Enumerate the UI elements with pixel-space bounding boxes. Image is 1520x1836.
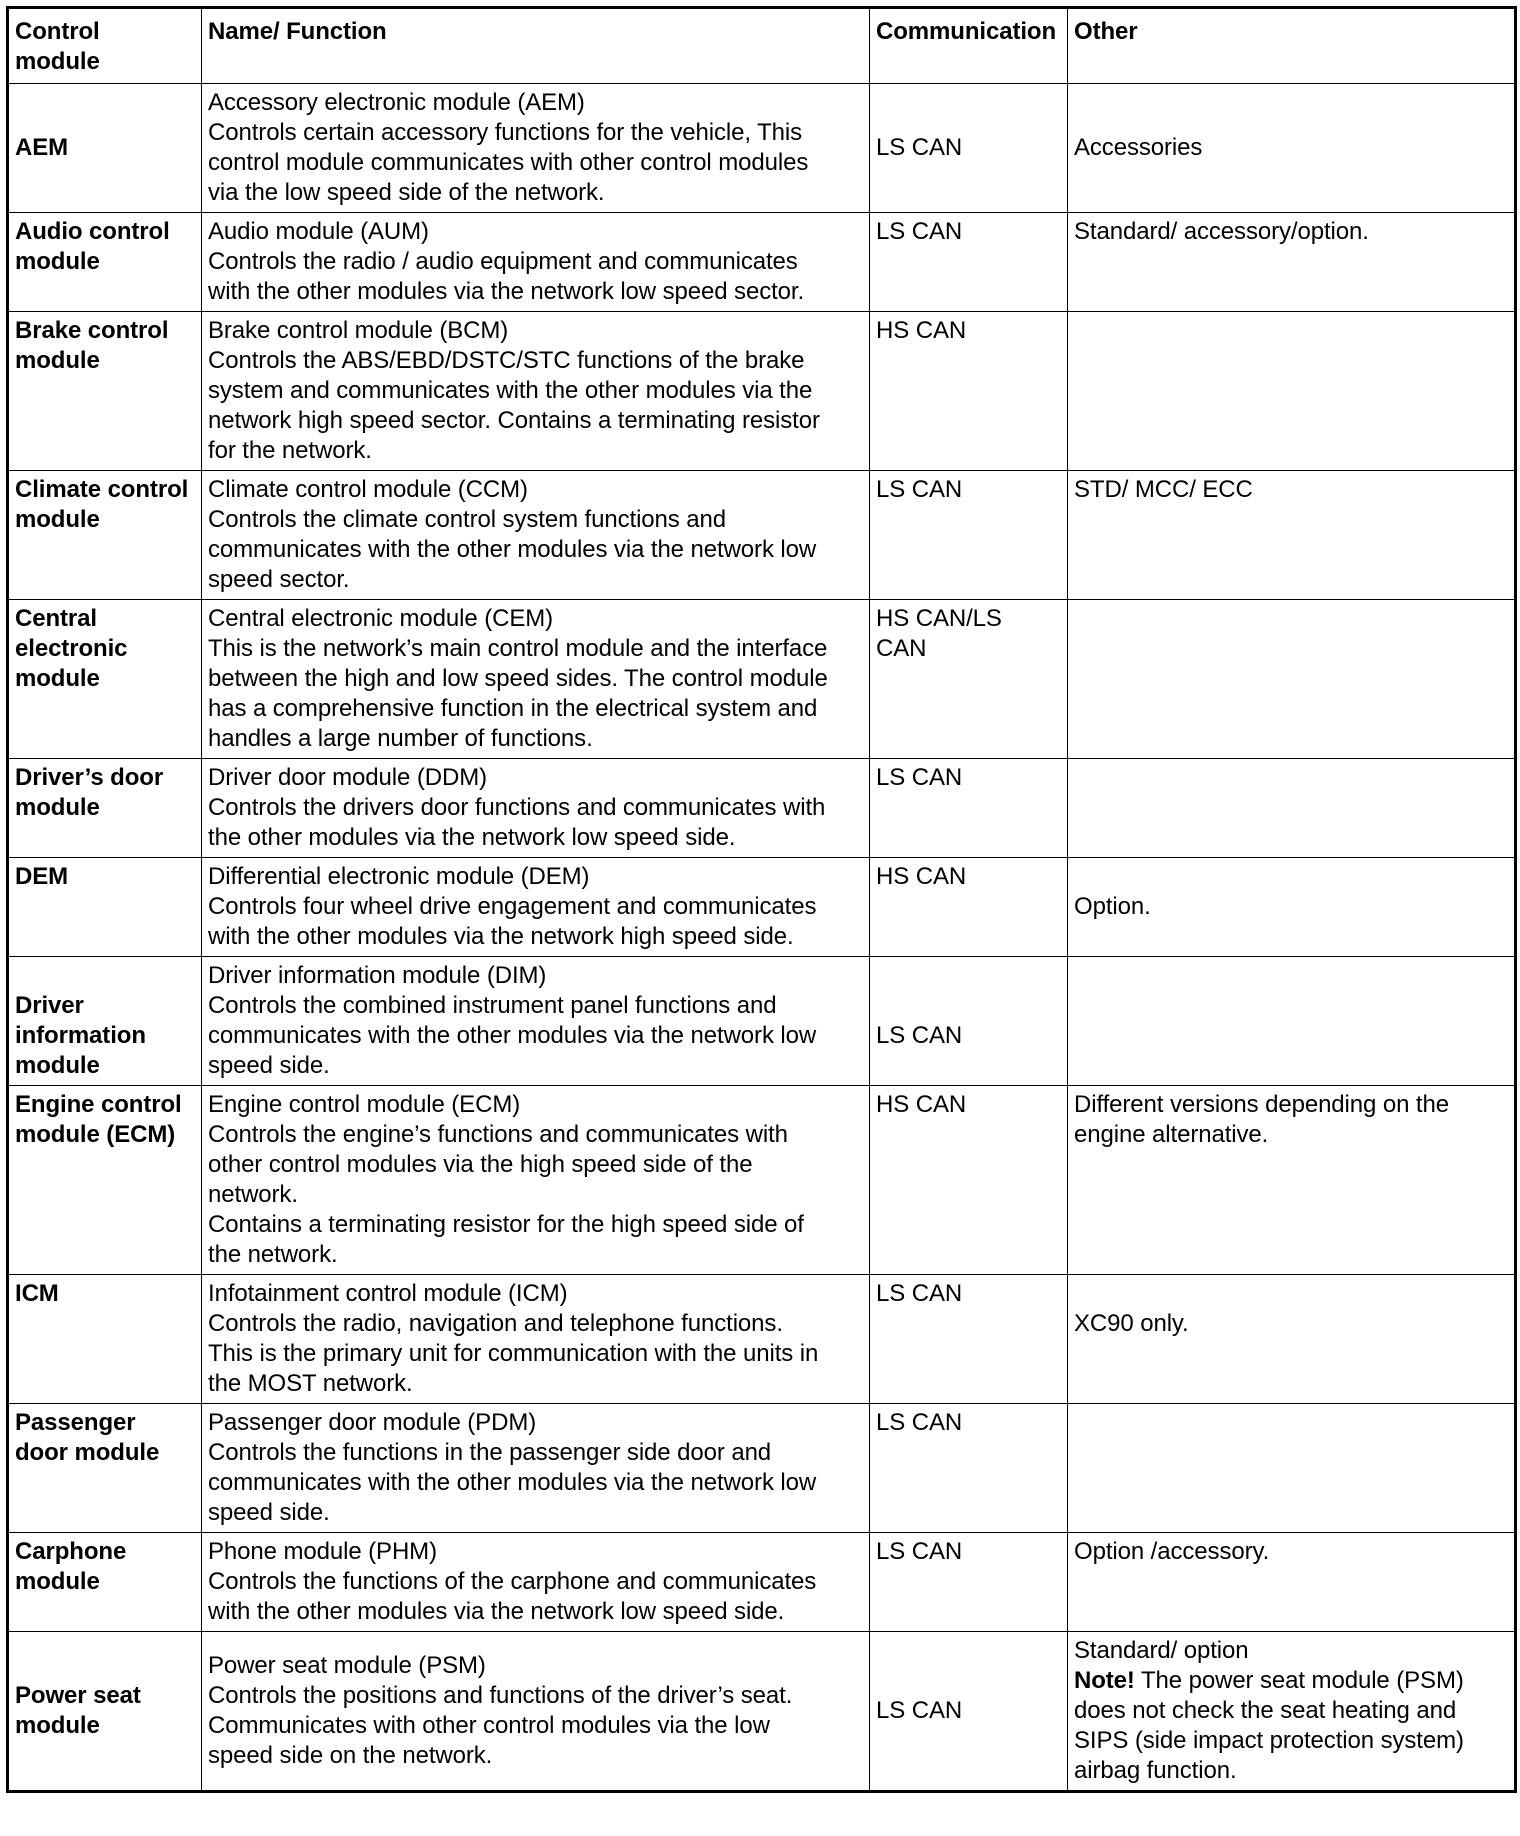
- other-cell: Standard/ option Note! The power seat module (PSM) does not check the seat heating and SIPS (side impact protection system) airbag function.: [1068, 1632, 1516, 1792]
- communication-cell: LS CAN: [870, 84, 1068, 213]
- communication-cell: LS CAN: [870, 957, 1068, 1086]
- communication-cell: LS CAN: [870, 1404, 1068, 1533]
- module-cell: Climate control module: [8, 471, 202, 600]
- note-label: Note!: [1074, 1667, 1135, 1694]
- note: Note! The power seat module (PSM): [1074, 1667, 1464, 1694]
- module-cell: Audio control module: [8, 213, 202, 312]
- module-cell: DEM: [8, 858, 202, 957]
- communication-cell: LS CAN: [870, 1632, 1068, 1792]
- module-cell: Driver information module: [8, 957, 202, 1086]
- other-cell: [1068, 600, 1516, 759]
- function-cell: Infotainment control module (ICM) Controls the radio, navigation and telephone functions. This is the primary unit for communication with the units in the MOST network.: [202, 1275, 870, 1404]
- module-cell: Engine control module (ECM): [8, 1086, 202, 1275]
- communication-cell: HS CAN: [870, 312, 1068, 471]
- header-communication: Communication: [870, 8, 1068, 84]
- table-row: [8, 213, 1516, 312]
- function-cell: Accessory electronic module (AEM) Controls certain accessory functions for the vehicle, This control module communicates with other control modules via the low speed side of the network.: [202, 84, 870, 213]
- table-row: [8, 600, 1516, 759]
- header-name-function: Name/ Function: [202, 8, 870, 84]
- function-cell: Audio module (AUM) Controls the radio / audio equipment and communicates with the other modules via the network low speed sector.: [202, 213, 870, 312]
- table-row: [8, 1086, 1516, 1275]
- communication-cell: LS CAN: [870, 1275, 1068, 1404]
- header-other: Other: [1068, 8, 1516, 84]
- function-cell: Power seat module (PSM) Controls the positions and functions of the driver’s seat. Communicates with other control modules via the low speed side on the network.: [202, 1632, 870, 1792]
- header-row: [8, 8, 1516, 84]
- table-row: [8, 759, 1516, 858]
- module-cell: ICM: [8, 1275, 202, 1404]
- function-cell: Engine control module (ECM) Controls the engine’s functions and communicates with other control modules via the high speed side of the network. Contains a terminating resistor for the high speed side of the network.: [202, 1086, 870, 1275]
- other-cell: [1068, 759, 1516, 858]
- function-cell: Passenger door module (PDM) Controls the functions in the passenger side door and communicates with the other modules via the network low speed side.: [202, 1404, 870, 1533]
- communication-cell: LS CAN: [870, 1533, 1068, 1632]
- other-cell: XC90 only.: [1068, 1275, 1516, 1404]
- module-cell: Power seat module: [8, 1632, 202, 1792]
- header-control-module: Control module: [8, 8, 202, 84]
- communication-cell: LS CAN: [870, 759, 1068, 858]
- other-cell: Option /accessory.: [1068, 1533, 1516, 1632]
- other-cell: [1068, 957, 1516, 1086]
- document: [6, 6, 1514, 1793]
- table-row: [8, 1275, 1516, 1404]
- module-cell: Passenger door module: [8, 1404, 202, 1533]
- other-cell: [1068, 1404, 1516, 1533]
- other-cell: Option.: [1068, 858, 1516, 957]
- module-cell: Carphone module: [8, 1533, 202, 1632]
- other-cell: Standard/ accessory/option.: [1068, 213, 1516, 312]
- table-row: [8, 312, 1516, 471]
- table-row: [8, 471, 1516, 600]
- communication-cell: HS CAN: [870, 1086, 1068, 1275]
- function-cell: Central electronic module (CEM) This is the network’s main control module and the interface between the high and low speed sides. The control module has a comprehensive function in the electrical system and handles a large number of functions.: [202, 600, 870, 759]
- function-cell: Phone module (PHM) Controls the functions of the carphone and communicates with the other modules via the network low speed side.: [202, 1533, 870, 1632]
- other-cell: Accessories: [1068, 84, 1516, 213]
- table-row: [8, 84, 1516, 213]
- communication-cell: HS CAN: [870, 858, 1068, 957]
- table-row: [8, 957, 1516, 1086]
- module-cell: Central electronic module: [8, 600, 202, 759]
- function-cell: Driver door module (DDM) Controls the drivers door functions and communicates with the other modules via the network low speed side.: [202, 759, 870, 858]
- other-cell: [1068, 312, 1516, 471]
- module-cell: Brake control module: [8, 312, 202, 471]
- module-cell: AEM: [8, 84, 202, 213]
- table-row: [8, 1632, 1516, 1792]
- module-cell: Driver’s door module: [8, 759, 202, 858]
- function-cell: Brake control module (BCM) Controls the ABS/EBD/DSTC/STC functions of the brake system and communicates with the other modules via the network high speed sector. Contains a terminating resistor for the network.: [202, 312, 870, 471]
- other-cell: STD/ MCC/ ECC: [1068, 471, 1516, 600]
- function-cell: Climate control module (CCM) Controls the climate control system functions and communicates with the other modules via the network low speed sector.: [202, 471, 870, 600]
- table-row: [8, 858, 1516, 957]
- communication-cell: HS CAN/LS CAN: [870, 600, 1068, 759]
- control-module-table: [6, 6, 1517, 1793]
- table-row: [8, 1533, 1516, 1632]
- function-cell: Differential electronic module (DEM) Controls four wheel drive engagement and communicates with the other modules via the network high speed side.: [202, 858, 870, 957]
- communication-cell: LS CAN: [870, 471, 1068, 600]
- communication-cell: LS CAN: [870, 213, 1068, 312]
- other-cell: Different versions depending on the engine alternative.: [1068, 1086, 1516, 1275]
- function-cell: Driver information module (DIM) Controls the combined instrument panel functions and communicates with the other modules via the network low speed side.: [202, 957, 870, 1086]
- table-row: [8, 1404, 1516, 1533]
